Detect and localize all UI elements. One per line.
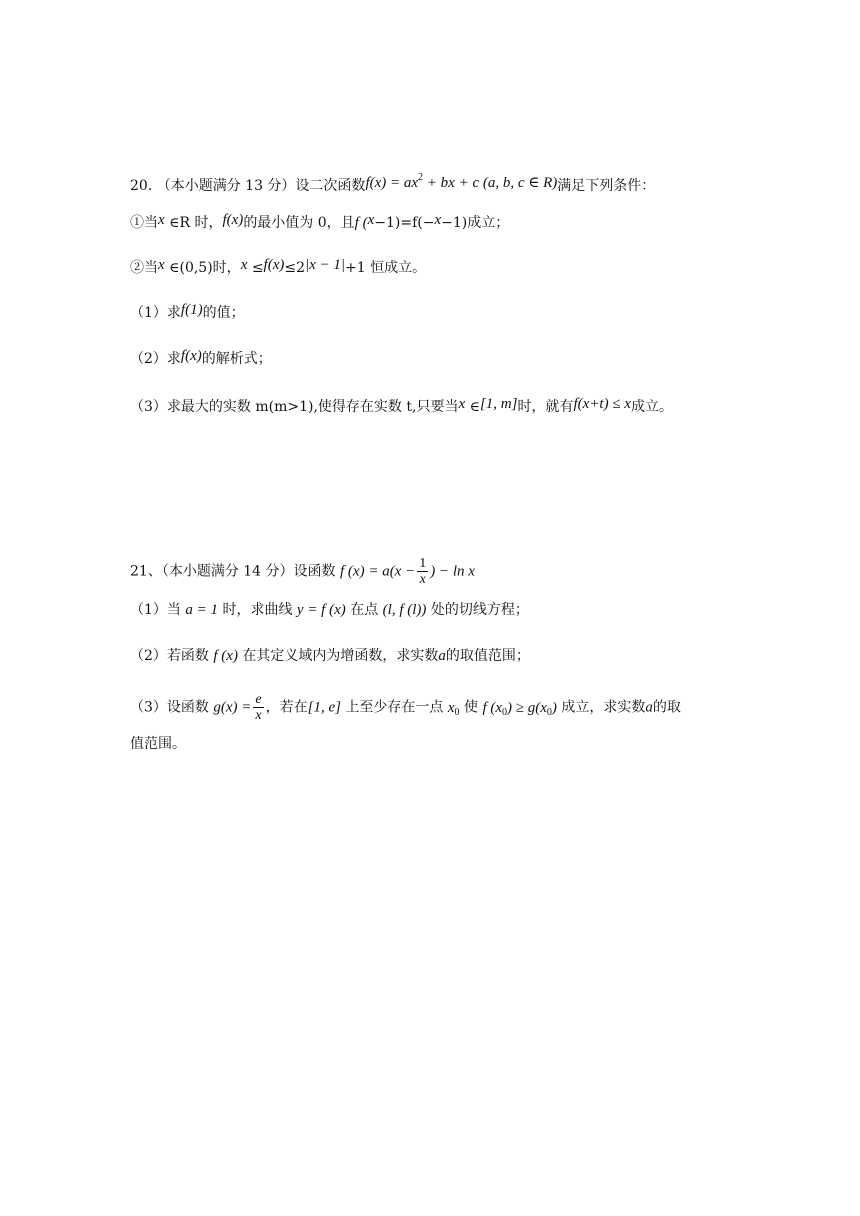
- q21-part-3: （3）设函数 g(x) = $\frac{e}{x}$ ，若在[1, e] 上至少存在一点 $x_0$ 使 f $(x_0) \ge g(x_0)$ 成立，求实数a的取: [130, 692, 681, 723]
- q21-part-3-wrap: 值范围。: [130, 736, 186, 752]
- q21-x0: $x_0$: [447, 699, 460, 718]
- q21-header-text: （本小题满分 14 分）设函数: [161, 563, 336, 580]
- q20-header: [130, 168, 655, 196]
- q21-header: 21、（本小题满分 14 分）设函数 f (x) = a(x − $\frac{1}{x}$ ) − ln x: [130, 556, 475, 587]
- q20-number: 20.: [130, 178, 153, 194]
- q20-part-1: （1）求f(1)的值；: [130, 302, 245, 321]
- q20-part-3: （3）求最大的实数 m(m>1),使得存在实数 t,只要当x ∈[1, m]时，就有f(x+t) ≤ x成立。: [130, 396, 673, 415]
- q21-number: 21、: [130, 563, 162, 580]
- q21-part-1: （1）当 a = 1 时，求曲线 y = f (x) 在点 (l, f (l)) 处的切线方程；: [130, 602, 529, 618]
- q20-function: $f(x) = ax^2$ + bx + c (a, b, c ∈ R): [365, 172, 558, 191]
- q21-fraction: $\frac{1}{x}$: [419, 556, 427, 587]
- q21-inequality: f $(x_0) \ge g(x_0)$: [482, 699, 557, 718]
- q20-header-tail: 满足下列条件：: [557, 178, 656, 194]
- q20-condition-1: ①当x ∈R 时，f(x)的最小值为 0，且f (x−1)=f(−x−1)成立；: [130, 212, 510, 231]
- q20-header-text: （本小题满分 13 分）设二次函数: [156, 178, 366, 194]
- q20-part-2: （2）求f(x)的解析式；: [130, 348, 272, 367]
- q21-part-2: （2）若函数 f (x) 在其定义域内为增函数，求实数a的取值范围；: [130, 648, 530, 664]
- q21-g-fraction: $\frac{e}{x}$: [255, 692, 262, 723]
- q20-condition-2: ②当x ∈(0,5)时，x ≤f(x)≤2|x − 1|+1 恒成立。: [130, 257, 427, 276]
